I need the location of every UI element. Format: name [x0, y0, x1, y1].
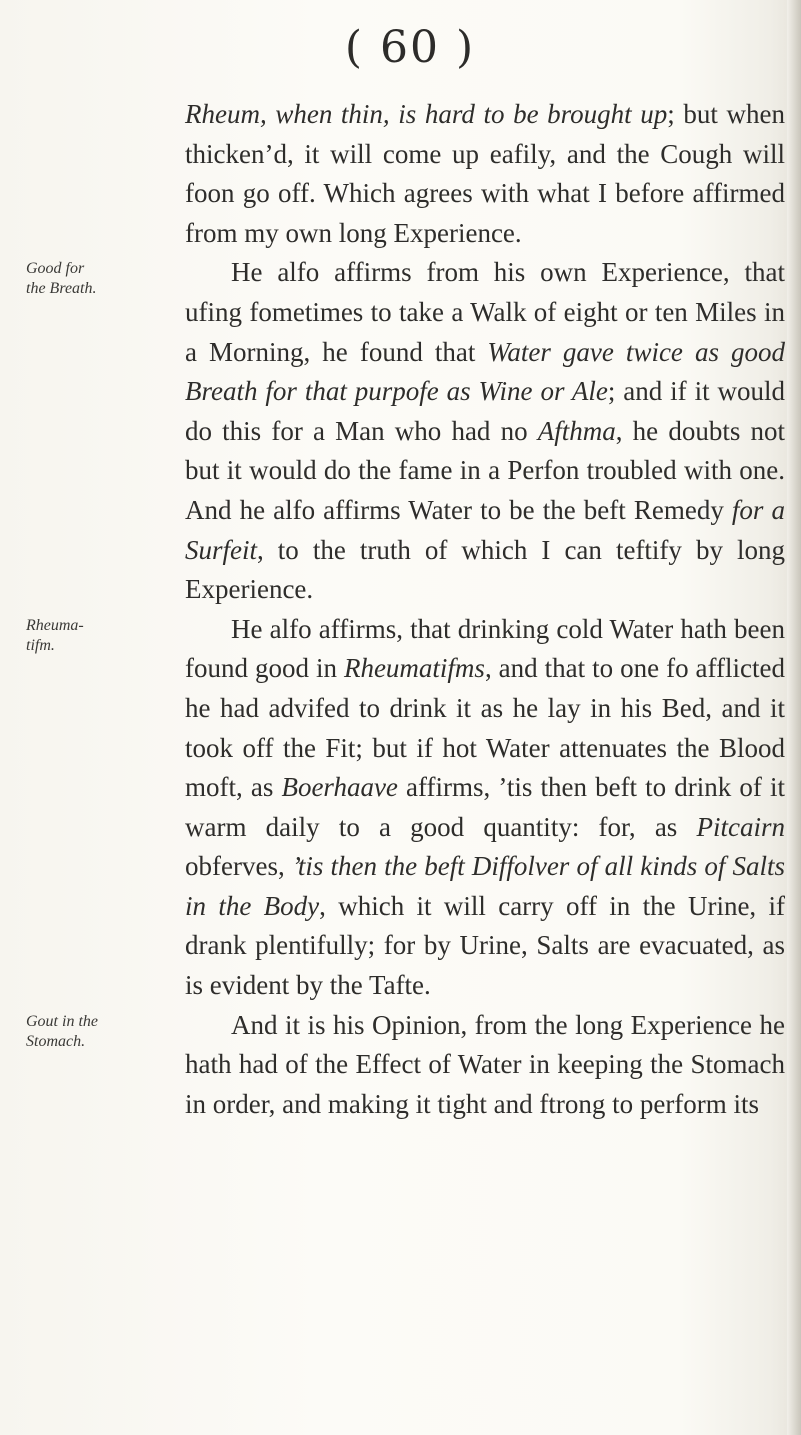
text-run: affirms, ’tis then beft to drink of it warm daily to a good quantity: for, as	[185, 772, 785, 842]
text-run: ’tis then the beft Diffolver of all kinds of Salts in the Body	[185, 851, 785, 921]
text-run: ; but when thicken’d, it will come up eafily, and the Cough will foon go off. Which agrees with what I before affirmed from my own long Experience.	[185, 99, 785, 248]
margin-note-breath	[26, 259, 176, 299]
text-run: , to the truth of which I can teftify by long Experience.	[185, 534, 785, 605]
page-edge-shadow	[787, 0, 801, 1435]
text-run: Water gave twice as good Breath for that purpofe as Wine or Ale	[185, 336, 785, 407]
margin-note-line: tifm.	[26, 637, 55, 654]
paragraph-breath	[185, 253, 785, 609]
text-run: obferves,	[185, 851, 292, 882]
margin-note-line: Good for	[26, 260, 85, 277]
text-run: , he doubts not but it would do the fame in a Perfon troubled with one. And he alfo affirms Water to be the beft Remedy	[185, 415, 785, 525]
text-run: Afthma	[537, 415, 616, 446]
text-run: , and that to one fo afflicted he had advifed to drink it as he lay in his Bed, and it took off the Fit; but if hot Water attenuates the Blood moft, as	[185, 653, 785, 803]
paragraph-rheumatism	[185, 610, 785, 1006]
text-run: Pitcairn	[696, 811, 785, 842]
text-run: ; and if it would do this for a Man who had no	[185, 376, 786, 446]
margin-note-line: the Breath.	[26, 280, 97, 297]
text-run: for a Surfeit	[185, 494, 785, 565]
text-run: And it is his Opinion, from the long Experience he hath had of the Effect of Water in keeping the Stomach in order, and making it tight and ftrong to perform its	[185, 1009, 785, 1119]
text-run: He alfo affirms from his own Experience, that ufing fometimes to take a Walk of eight or ten Miles in a Morning, he found that	[185, 257, 785, 367]
margin-note-line: Stomach.	[26, 1033, 86, 1050]
text-run: Boerhaave	[281, 772, 398, 803]
text-run: , which it will carry off in the Urine, if drank plentifully; for by Urine, Salts are evacuated, as is evident by the Tafte.	[185, 890, 786, 1001]
body-text	[185, 95, 785, 1124]
margin-note-line: Gout in the	[26, 1013, 98, 1030]
margin-note-line: Rheuma-	[26, 617, 84, 634]
paragraph-rheum	[185, 95, 785, 253]
text-run: Rheum, when thin, is hard to be brought up	[185, 99, 668, 129]
margin-note-rheumatism	[26, 616, 176, 656]
margin-note-gout	[26, 1012, 176, 1052]
paragraph-stomach	[185, 1006, 785, 1125]
text-run: Rheumatifms	[343, 653, 485, 684]
text-run: He alfo affirms, that drinking cold Water hath been found good in	[185, 613, 785, 684]
page-number: ( 60 )	[344, 22, 476, 73]
